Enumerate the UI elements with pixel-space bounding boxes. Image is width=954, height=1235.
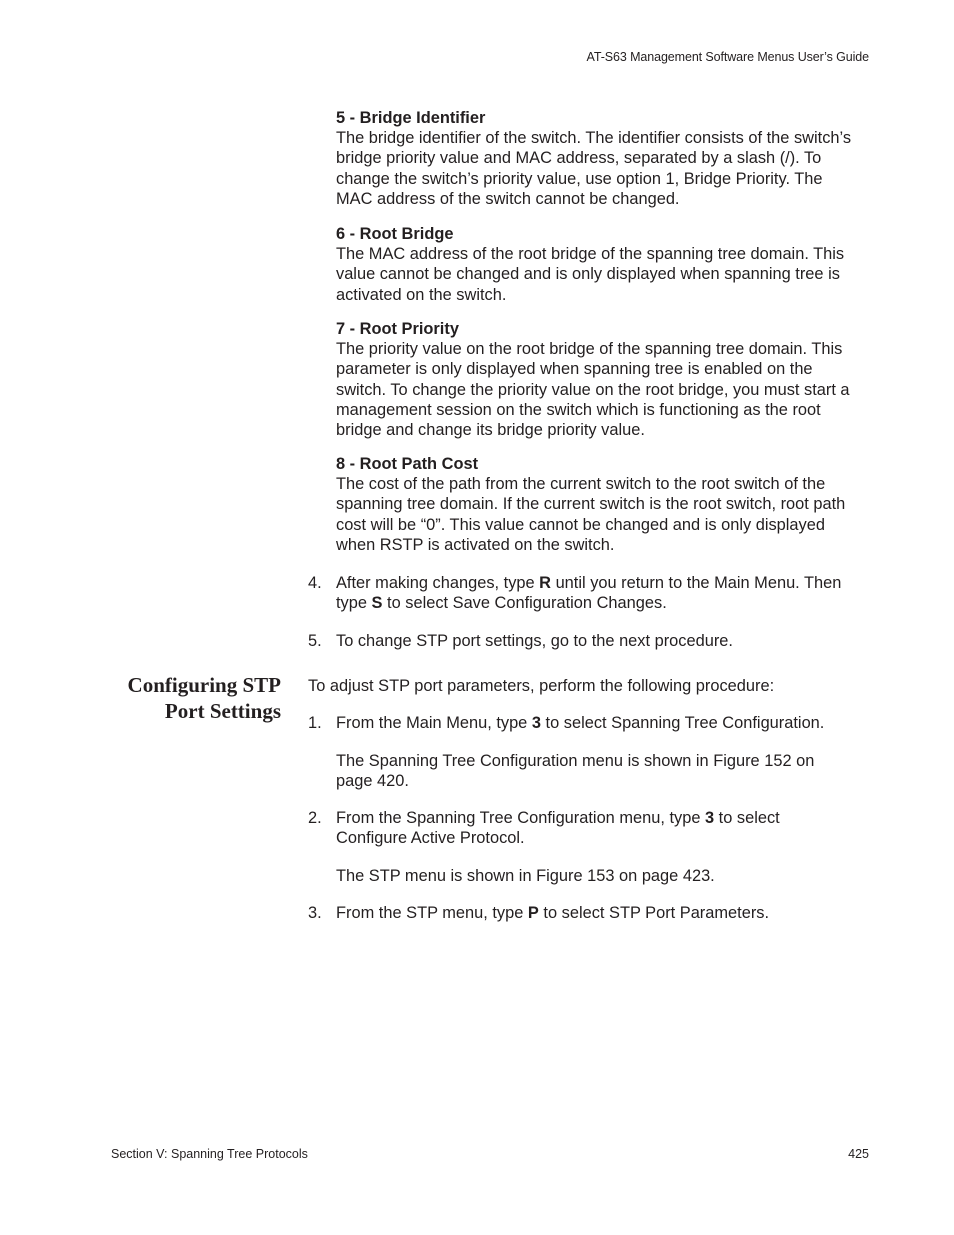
step-number: 1.	[308, 714, 322, 732]
key-letter: 3	[531, 714, 541, 732]
entry-line: MAC address of the switch cannot be changed.	[336, 189, 680, 208]
step-line	[336, 593, 876, 613]
procedure-step-1-note	[336, 751, 876, 791]
step-text-part: to select Save Configuration Changes.	[382, 594, 667, 613]
entry-line: spanning tree domain. If the current switch is the root switch, root path	[336, 495, 846, 514]
entry-title: 7 - Root Priority	[336, 320, 459, 338]
step-line	[336, 808, 876, 828]
step-text-part: to select	[714, 809, 780, 827]
running-header: AT-S63 Management Software Menus User’s Guide	[586, 50, 869, 64]
entry-line: cost will be “0”. This value cannot be changed and is only displayed	[336, 515, 825, 534]
entry-line: The bridge identifier of the switch. The identifier consists of the switch’s	[336, 129, 852, 148]
entry-line: The priority value on the root bridge of the spanning tree domain. This	[336, 340, 843, 359]
entry-line: management session on the switch which is functioning as the root	[336, 400, 821, 419]
step-number: 4.	[308, 574, 322, 592]
entry-root-bridge	[336, 224, 876, 305]
entry-line: parameter is only displayed when spanning tree is enabled on the	[336, 360, 813, 379]
step-number: 3.	[308, 904, 322, 922]
entry-line: The cost of the path from the current switch to the root switch of the	[336, 475, 826, 494]
note-line: The Spanning Tree Configuration menu is shown in Figure 152 on	[336, 752, 815, 770]
entry-bridge-identifier	[336, 108, 876, 209]
step-text-part: until you return to the Main Menu. Then	[551, 574, 842, 592]
key-letter: P	[527, 904, 539, 922]
entry-title: 8 - Root Path Cost	[336, 455, 479, 473]
procedure-step-1	[336, 713, 876, 733]
step-text-part: From the Spanning Tree Configuration menu, type	[336, 809, 705, 827]
step-number: 5.	[308, 632, 322, 650]
step-number: 2.	[308, 809, 322, 827]
step-text-part: to select Spanning Tree Configuration.	[540, 714, 825, 732]
entry-root-priority	[336, 319, 876, 440]
key-letter: R	[539, 574, 552, 592]
entry-root-path-cost	[336, 454, 876, 555]
entry-line: value cannot be changed and is only displayed when spanning tree is	[336, 265, 840, 284]
step-4-text	[336, 573, 876, 613]
section-heading-line: Configuring STP	[127, 673, 281, 697]
key-letter: 3	[705, 809, 715, 827]
entry-line: The MAC address of the root bridge of the spanning tree domain. This	[336, 245, 845, 264]
entry-line: activated on the switch.	[336, 285, 507, 304]
entry-line: bridge priority value and MAC address, separated by a slash (/). To	[336, 149, 822, 168]
key-letter: S	[371, 594, 383, 613]
section-heading-line: Port Settings	[164, 699, 281, 723]
step-text-part: After making changes, type	[336, 574, 540, 592]
step-text-part: type	[336, 594, 372, 613]
page-number: 425	[848, 1147, 869, 1161]
step-text-part: From the STP menu, type	[336, 904, 528, 922]
entry-line: bridge and change its bridge priority value.	[336, 421, 645, 440]
section-intro: To adjust STP port parameters, perform the following procedure:	[308, 677, 775, 695]
step-line: Configure Active Protocol.	[336, 829, 525, 848]
step-text-part: to select STP Port Parameters.	[538, 904, 770, 922]
step-5-text: To change STP port settings, go to the next procedure.	[336, 632, 733, 650]
note-line: page 420.	[336, 772, 409, 791]
procedure-step-3	[336, 903, 876, 923]
entry-line: switch. To change the priority value on the root bridge, you must start a	[336, 380, 850, 399]
entry-line: when RSTP is activated on the switch.	[336, 535, 615, 554]
entry-title: 6 - Root Bridge	[336, 225, 454, 243]
entry-title: 5 - Bridge Identifier	[336, 109, 486, 127]
entry-line: change the switch’s priority value, use option 1, Bridge Priority. The	[336, 169, 823, 188]
footer-section: Section V: Spanning Tree Protocols	[111, 1147, 308, 1161]
step-line	[336, 573, 876, 593]
procedure-step-2-note: The STP menu is shown in Figure 153 on page 423.	[336, 867, 715, 885]
procedure-step-2	[336, 808, 876, 848]
section-heading	[60, 672, 281, 724]
step-text-part: From the Main Menu, type	[336, 714, 532, 732]
